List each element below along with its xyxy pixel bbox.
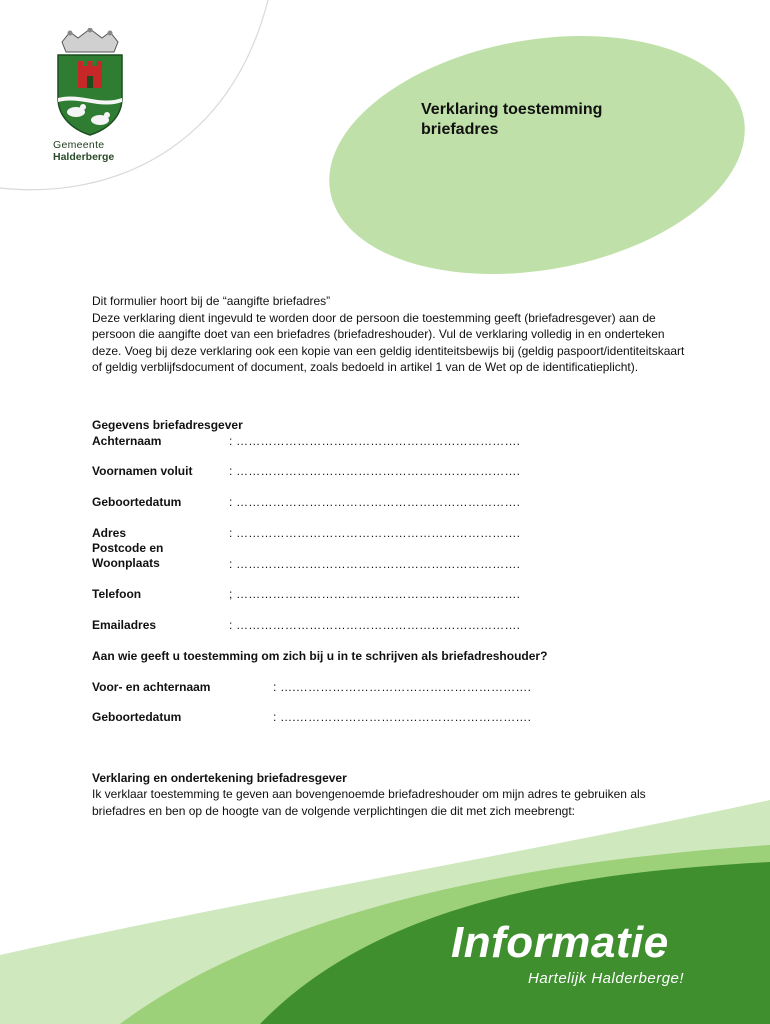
field-label: Geboortedatum [92,495,182,509]
field-label: Geboortedatum [92,710,182,724]
telefoon-input-line[interactable]: ; ……………………………………………………………. [229,587,521,601]
section-heading-verklaring: Verklaring en ondertekening briefadresgever [92,771,347,785]
field-label: Emailadres [92,618,157,632]
field-label: Voor- en achternaam [92,680,211,694]
achternaam-input-line[interactable]: : ……………………………………………………………. [229,434,521,448]
footer-brand: Informatie [451,918,669,967]
logo-text [53,139,114,163]
logo-line-2: Halderberge [53,151,115,163]
footer-tagline: Hartelijk Halderberge! [528,970,685,987]
voornamen-input-line[interactable]: : ……………………………………………………………. [229,464,521,478]
field-label: Adres Postcode en Woonplaats [92,526,164,570]
intro-paragraph: Deze verklaring dient ingevuld te worden door de persoon die toestemming geeft (briefadresgever) aan de persoon die aangifte doet van een briefadres (briefadreshouder). Vul de verklaring volledig in en onderteken deze. Voeg bij deze verklaring ook een kopie van een geldig identiteitsbewijs bij (geldig paspoort/identiteitskaart of geldig verblijfsdocument of document, zoals bedoeld in artikel 1 van de Wet op de identificatieplicht). [92,310,685,374]
voor-achternaam-input-line[interactable]: : ….…………………………………………………. [273,680,532,694]
adres-input-line[interactable]: : ……………………………………………………………. [229,526,521,540]
header-arc [0,0,268,190]
field-label: Telefoon [92,587,142,601]
section-heading-briefadresgever: Gegevens briefadresgever [92,418,243,432]
geboortedatum-input-line[interactable]: : ……………………………………………………………. [229,495,521,509]
field-label: Achternaam [92,434,162,448]
emailadres-input-line[interactable]: : ……………………………………………………………. [229,618,521,632]
verklaring-text: Ik verklaar toestemming te geven aan bovengenoemde briefadreshouder om mijn adres te gebruiken als briefadres en ben op de hoogte van de volgende verplichtingen die dit met zich meebrengt: [92,787,646,818]
document-title: Verklaring toestemming briefadres [421,101,603,138]
section-heading-briefadreshouder: Aan wie geeft u toestemming om zich bij u in te schrijven als briefadreshouder? [92,649,548,663]
woonplaats-input-line[interactable]: : ……………………………………………………………. [229,557,521,571]
logo-line-1: Gemeente [53,139,105,151]
intro-text [92,293,692,376]
title-ellipse [310,5,764,304]
halderberge-coat-of-arms [50,28,130,136]
geboortedatum-houder-input-line[interactable]: : ….…………………………………………………. [273,710,532,724]
intro-line-1: Dit formulier hoort bij de “aangifte briefadres” [92,294,331,308]
field-label: Voornamen voluit [92,464,193,478]
